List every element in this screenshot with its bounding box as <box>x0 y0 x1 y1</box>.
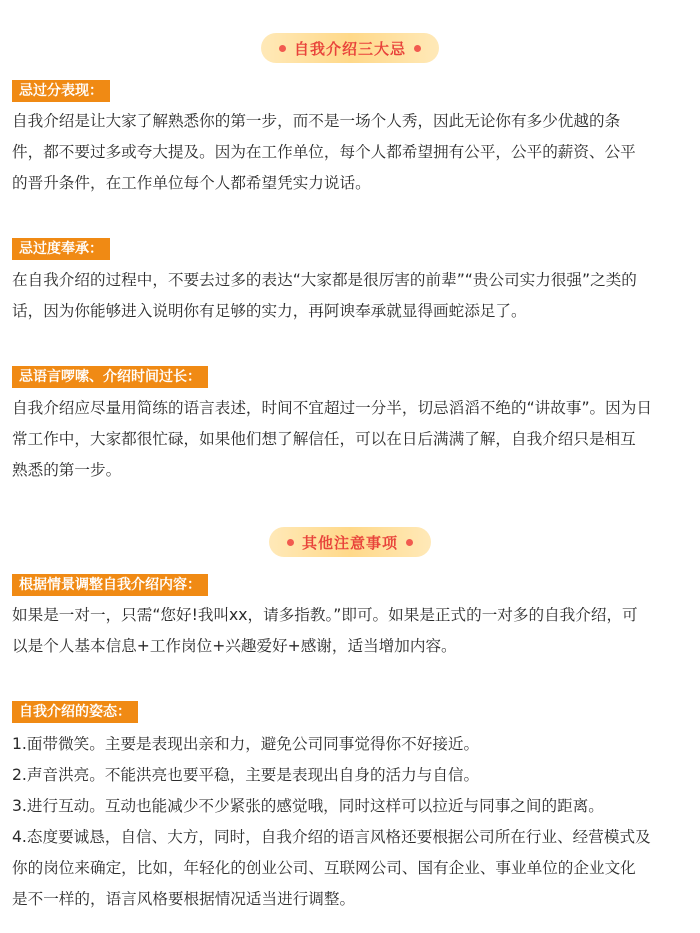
paragraph <box>12 600 689 662</box>
section-title-pill <box>261 33 439 63</box>
bullet-dot-icon <box>414 45 421 52</box>
paragraph-line: 2.声音洪亮。不能洪亮也要平稳，主要是表现出自身的活力与自信。 <box>12 766 480 784</box>
paragraph-line: 4.态度要诚恳，自信、大方，同时，自我介绍的语言风格还要根据公司所在行业、经营模式及 <box>12 828 651 846</box>
bullet-dot-icon <box>406 539 413 546</box>
paragraph-line: 如果是一对一，只需“您好!我叫xx，请多指教。”即可。如果是正式的一对多的自我介绍，可 <box>12 606 638 624</box>
paragraph <box>12 106 689 199</box>
paragraph-line: 1.面带微笑。主要是表现出亲和力，避免公司同事觉得你不好接近。 <box>12 735 480 753</box>
section-title-text: 其他注意事项 <box>301 533 398 552</box>
paragraph-line: 件，都不要过多或夸大提及。因为在工作单位，每个人都希望拥有公平，公平的薪资、公平 <box>12 143 636 161</box>
paragraph-line: 3.进行互动。互动也能减少不少紧张的感觉哦，同时这样可以拉近与同事之间的距离。 <box>12 797 604 815</box>
paragraph <box>12 393 689 486</box>
paragraph-line: 自我介绍应尽量用简练的语言表述，时间不宜超过一分半，切忌滔滔不绝的“讲故事”。因为日 <box>12 399 652 417</box>
section-title-2 <box>0 527 700 557</box>
paragraph <box>12 729 689 915</box>
section-title-pill <box>269 527 431 557</box>
subheading-label: 忌语言啰嗦、介绍时间过长： <box>12 366 208 388</box>
section-title-1 <box>0 33 700 63</box>
bullet-dot-icon <box>279 45 286 52</box>
paragraph-line: 常工作中，大家都很忙碌，如果他们想了解信任，可以在日后满满了解，自我介绍只是相互 <box>12 430 636 448</box>
bullet-dot-icon <box>287 539 294 546</box>
section-title-text: 自我介绍三大忌 <box>293 39 406 58</box>
paragraph-line: 话，因为你能够进入说明你有足够的实力，再阿谀奉承就显得画蛇添足了。 <box>12 302 527 320</box>
paragraph-line: 自我介绍是让大家了解熟悉你的第一步，而不是一场个人秀，因此无论你有多少优越的条 <box>12 112 621 130</box>
paragraph-line: 以是个人基本信息+工作岗位+兴趣爱好+感谢，适当增加内容。 <box>12 637 457 655</box>
subheading-label: 根据情景调整自我介绍内容： <box>12 574 208 596</box>
subheading-label: 忌过分表现： <box>12 80 110 102</box>
paragraph-line: 你的岗位来确定，比如，年轻化的创业公司、互联网公司、国有企业、事业单位的企业文化 <box>12 859 636 877</box>
paragraph <box>12 265 689 327</box>
subheading-label: 忌过度奉承： <box>12 238 110 260</box>
subheading-label: 自我介绍的姿态： <box>12 701 138 723</box>
paragraph-line: 的晋升条件，在工作单位每个人都希望凭实力说话。 <box>12 174 371 192</box>
paragraph-line: 熟悉的第一步。 <box>12 461 122 479</box>
paragraph-line: 是不一样的，语言风格要根据情况适当进行调整。 <box>12 890 356 908</box>
paragraph-line: 在自我介绍的过程中，不要去过多的表达“大家都是很厉害的前辈”“贵公司实力很强”之类的 <box>12 271 637 289</box>
